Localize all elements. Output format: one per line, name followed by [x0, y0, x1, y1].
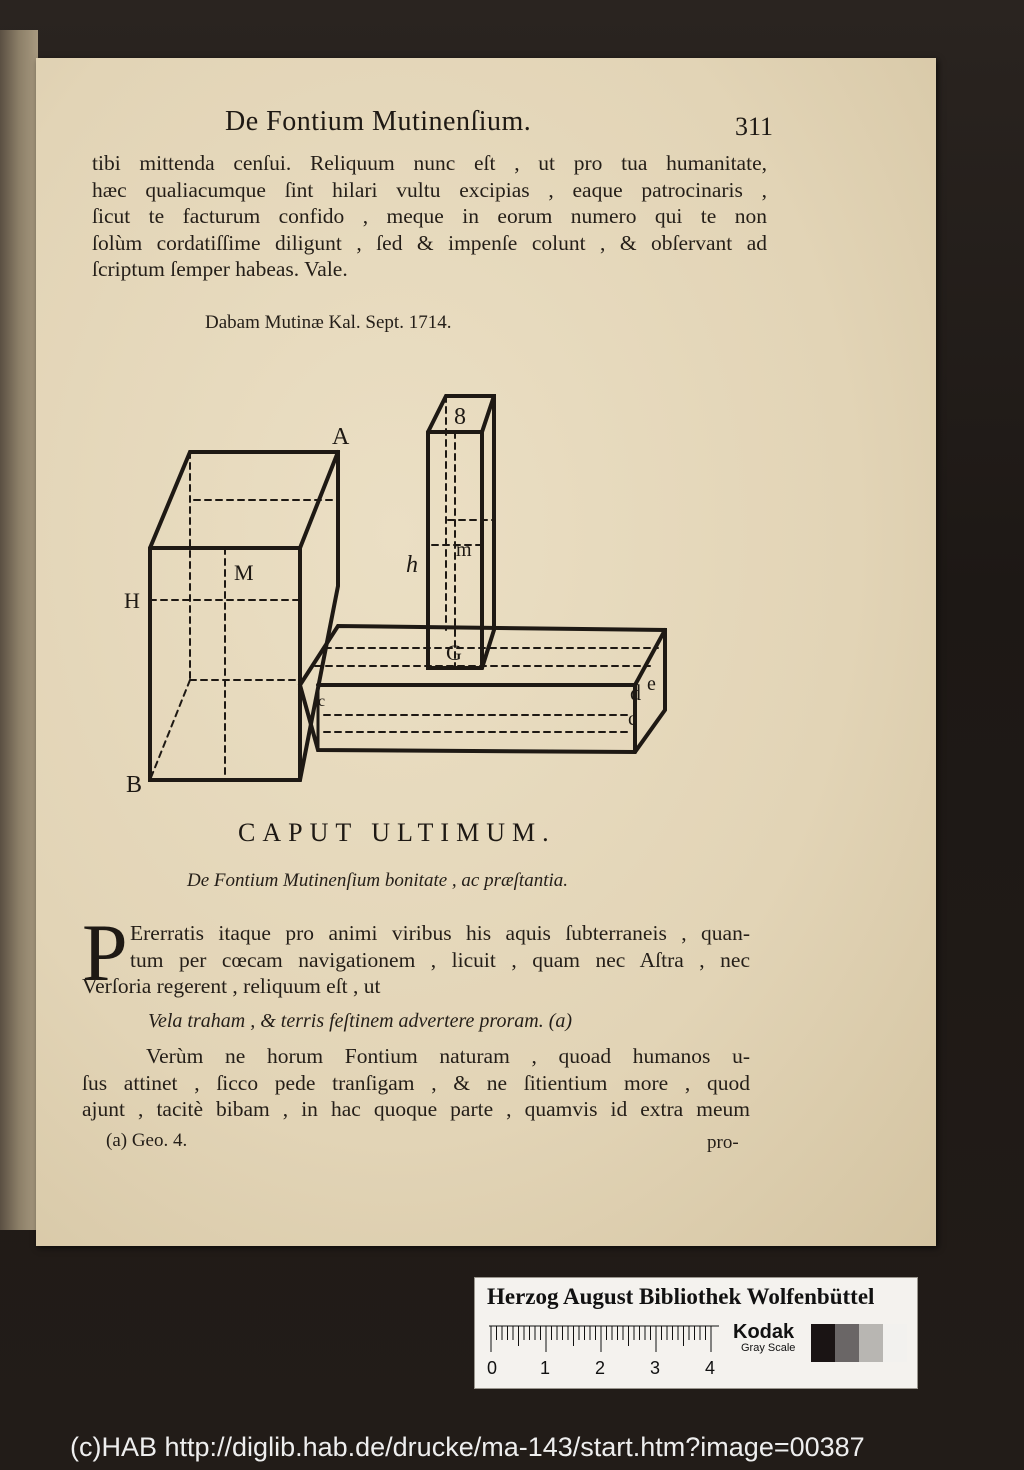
paragraph-three: [82, 1043, 750, 1123]
copyright-url: (c)HAB http://diglib.hab.de/drucke/ma-143/start.htm?image=00387: [70, 1432, 865, 1462]
ruler-number: 2: [595, 1358, 606, 1378]
footnote: (a) Geo. 4.: [106, 1130, 188, 1151]
geometric-figure: [110, 380, 690, 800]
text-line: Verùm ne horum Fontium naturam , quoad humanos u-: [146, 1044, 750, 1068]
label-e: e: [647, 673, 656, 695]
label-G: G: [446, 640, 462, 665]
text-line: ſicut te facturum confido , meque in eorum numero qui te non: [92, 204, 767, 228]
text-line: Ererratis itaque pro animi viribus his aquis ſubterraneis , quan-: [130, 921, 750, 945]
label-c-left: c: [318, 693, 326, 710]
text-line: tum per cœcam navigationem , licuit , quam nec Aſtra , nec: [130, 947, 750, 972]
library-scale-card: [474, 1277, 918, 1389]
kodak-brand: Kodak: [733, 1321, 795, 1343]
text-line: ſcriptum ſemper habeas. Vale.: [92, 257, 348, 281]
paragraph-two-head: [130, 920, 750, 973]
label-d: d: [630, 680, 641, 705]
gray-scale-swatches: [811, 1324, 907, 1362]
library-name: Herzog August Bibliothek Wolfenbüttel: [487, 1284, 875, 1309]
drop-cap: P: [82, 907, 128, 998]
text-line: hæc qualiacumque ſint hilari vultu excipias , eaque patrocinaris ,: [92, 177, 767, 202]
text-line: Verſoria regerent , reliquum eſt , ut: [82, 974, 381, 998]
page-number: 311: [735, 112, 774, 141]
kodak-label: [733, 1322, 795, 1354]
gray-swatch: [811, 1324, 835, 1362]
gray-swatch: [835, 1324, 859, 1362]
ruler: [487, 1324, 723, 1378]
chapter-subtitle: De Fontium Mutinenſium bonitate , ac præſtantia.: [187, 870, 569, 891]
ruler-number: 1: [540, 1358, 551, 1378]
facing-page-edge: [0, 30, 38, 1230]
label-B: B: [126, 772, 143, 798]
text-line: tibi mittenda cenſui. Reliquum nunc eſt , ut pro tua humanitate,: [92, 151, 767, 175]
label-8: 8: [454, 404, 466, 430]
text-line: ajunt , tacitè bibam , in hac quoque parte , quamvis id extra meum: [82, 1097, 750, 1121]
ruler-number: 3: [650, 1358, 661, 1378]
label-h: h: [406, 552, 418, 578]
gray-swatch: [859, 1324, 883, 1362]
kodak-subtitle: Gray Scale: [741, 1342, 796, 1354]
label-M: M: [234, 560, 254, 585]
ruler-number: 0: [487, 1358, 498, 1378]
catchword: pro-: [707, 1132, 739, 1153]
label-H: H: [124, 588, 140, 613]
text-line: ſus attinet , ſicco pede tranſigam , & ne ſitientium more , quod: [82, 1070, 750, 1095]
top-paragraph: [92, 150, 767, 283]
date-line: Dabam Mutinæ Kal. Sept. 1714.: [205, 312, 452, 333]
verse-quote: Vela traham , & terris feſtinem advertere proram. (a): [148, 1010, 573, 1032]
gray-swatch: [883, 1324, 907, 1362]
chapter-title: CAPUT ULTIMUM.: [238, 818, 556, 847]
label-A: A: [332, 424, 350, 450]
paragraph-two-tail: [82, 973, 750, 1000]
text-line: ſolùm cordatiſſime diligunt , ſed & impenſe colunt , & obſervant ad: [92, 230, 767, 255]
label-c-right: c: [628, 708, 637, 730]
ruler-number: 4: [705, 1358, 716, 1378]
running-header: De Fontium Mutinenſium.: [225, 106, 532, 137]
label-m: m: [456, 539, 472, 561]
